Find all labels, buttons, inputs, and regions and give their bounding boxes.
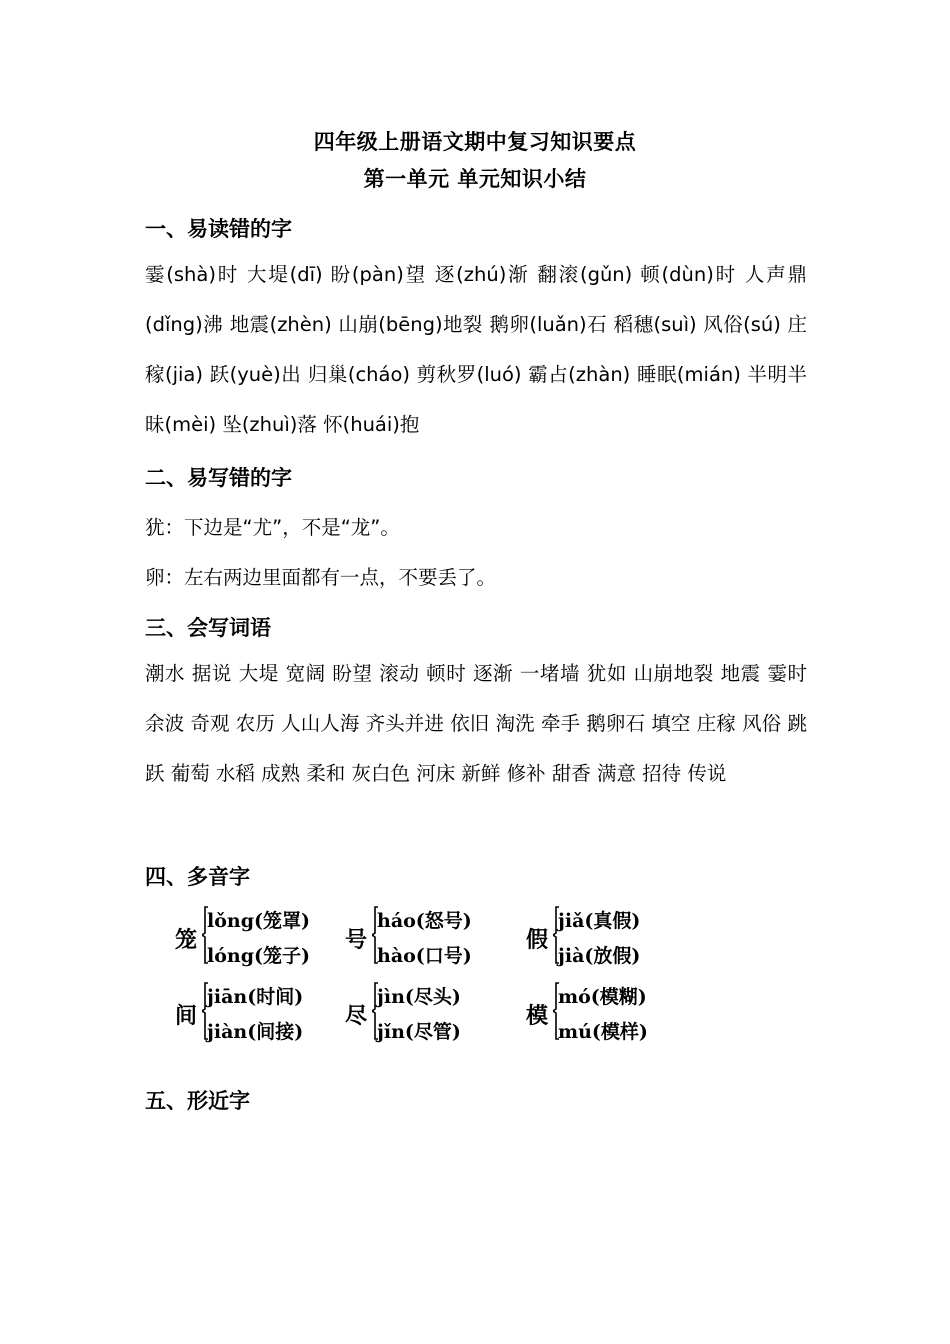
polyphone-char: 间 bbox=[175, 1003, 198, 1029]
polyphone-reading-2: jǐn(尽管) bbox=[377, 1021, 461, 1043]
polyphone-reading-2: mú(模样) bbox=[558, 1021, 648, 1043]
polyphone-reading-1: jìn(尽头) bbox=[377, 986, 461, 1008]
polyphone-reading-2: hào(口号) bbox=[377, 945, 472, 967]
section-2-heading: 二、易写错的字 bbox=[145, 466, 292, 490]
section-2-line-2: 卵：左右两边里面都有一点，不要丢了。 bbox=[145, 566, 497, 589]
polyphone-char: 尽 bbox=[345, 1003, 368, 1029]
polyphone-char: 模 bbox=[526, 1003, 549, 1029]
polyphone-reading-1: jiān(时间) bbox=[207, 986, 304, 1008]
polyphone-char: 号 bbox=[345, 927, 368, 953]
polyphone-reading-1: háo(怒号) bbox=[377, 910, 472, 932]
section-3-heading: 三、会写词语 bbox=[145, 616, 271, 640]
page-title: 四年级上册语文期中复习知识要点 bbox=[313, 130, 637, 154]
polyphone-reading-1: jiǎ(真假) bbox=[558, 910, 641, 932]
section-2-line-1: 犹：下边是“尤”，不是“龙”。 bbox=[145, 516, 400, 539]
section-4-heading: 四、多音字 bbox=[145, 865, 250, 889]
section-1-text: 霎(shà)时 大堤(dī) 盼(pàn)望 逐(zhú)渐 翻滚(gǔn) 顿(dùn)时 人声鼎(dǐng)沸 地震(zhèn) 山崩(bēng)地裂 鹅卵(luǎn)石 稻穗(suì) 风俗(sú) 庄稼(jia) 跃(yuè)出 归巢(cháo) 剪秋罗(luó) 霸占(zhàn) 睡眠(mián) 半明半昧(mèi) 坠(zhuì)落 怀(huái)抱 bbox=[145, 263, 807, 436]
polyphone-reading-1: lǒng(笼罩) bbox=[207, 910, 310, 932]
polyphone-char: 笼 bbox=[175, 927, 198, 953]
section-3-text: 潮水 据说 大堤 宽阔 盼望 滚动 顿时 逐渐 一堵墙 犹如 山崩地裂 地震 霎时 余波 奇观 农历 人山人海 齐头并进 依旧 淘洗 牵手 鹅卵石 填空 庄稼 风俗 跳跃 葡萄 水稻 成熟 柔和 灰白色 河床 新鲜 修补 甜香 满意 招待 传说 bbox=[145, 662, 807, 785]
section-5-heading: 五、形近字 bbox=[145, 1089, 250, 1113]
polyphone-char: 假 bbox=[526, 927, 549, 953]
page-subtitle: 第一单元 单元知识小结 bbox=[363, 167, 587, 191]
polyphone-reading-2: lóng(笼子) bbox=[207, 945, 310, 967]
section-1-heading: 一、易读错的字 bbox=[145, 217, 292, 241]
polyphone-reading-1: mó(模糊) bbox=[558, 986, 647, 1008]
polyphone-reading-2: jià(放假) bbox=[558, 945, 641, 967]
polyphone-reading-2: jiàn(间接) bbox=[207, 1021, 304, 1043]
